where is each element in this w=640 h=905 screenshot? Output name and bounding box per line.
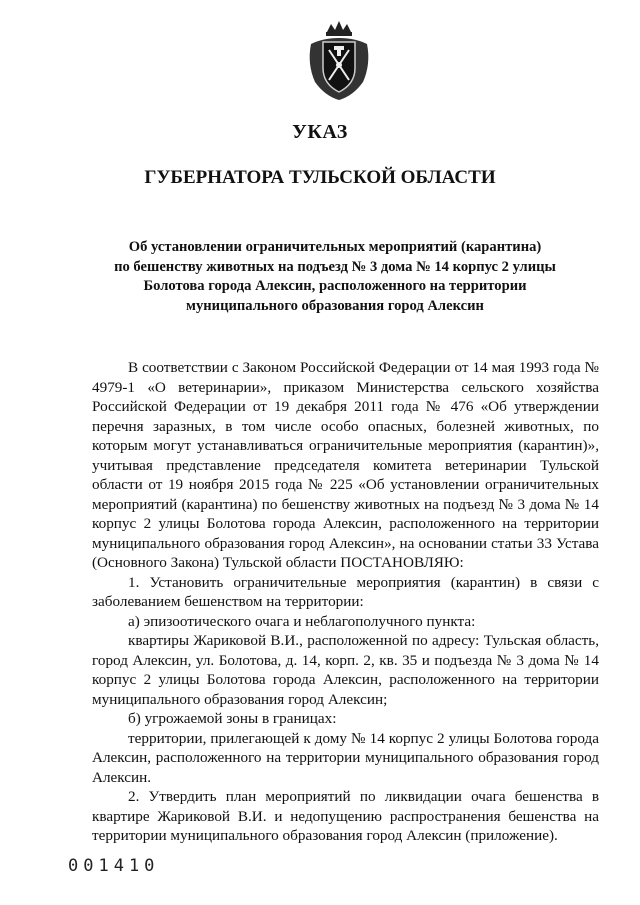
- preamble-paragraph: В соответствии с Законом Российской Федерации от 14 мая 1993 года № 4979-1 «О ветеринарии», приказом Министерства сельского хозяйства Российской Федерации от 19 декабря 2011 года № 476 «Об утверждении перечня заразных, в том числе особо опасных, болезней животных, по которым могут устанавливаться ограничительные мероприятия (карантин)», учитывая представление председателя комитета ветеринарии Тульской области от 19 ноября 2015 года № 225 «Об установлении ограничительных мероприятий (карантина) по бешенству животных на подъезд № 3 дома № 14 корпус 2 улицы Болотова города Алексин, расположенного на территории муниципального образования город Алексин», на основании статьи 33 Устава (Основного Закона) Тульской области ПОСТАНОВЛЯЮ:: [92, 359, 599, 571]
- item-1-paragraph: 1. Установить ограничительные мероприятия (карантин) в связи с заболеванием бешенством на территории:: [92, 573, 599, 610]
- decree-body: [92, 358, 599, 846]
- item-1b-label: б) угрожаемой зоны в границах:: [128, 710, 337, 727]
- document-serial-number: 001410: [68, 856, 160, 876]
- item-1a-text: квартиры Жариковой В.И., расположенной по адресу: Тульская область, город Алексин, ул. Болотова, д. 14, корп. 2, кв. 35 и подъезда № 3 дома № 14 корпус 2 улицы Болотова города Алексин, расположенного на территории муниципального образования город Алексин;: [92, 632, 599, 708]
- item-1b-text: территории, прилегающей к дому № 14 корпус 2 улицы Болотова города Алексин, расположенного на территории муниципального образования город Алексин.: [92, 729, 599, 786]
- decree-heading: [92, 238, 578, 316]
- decree-title: УКАЗ: [292, 121, 348, 143]
- coat-of-arms-icon: [303, 18, 375, 102]
- item-2-paragraph: 2. Утвердить план мероприятий по ликвидации очага бешенства в квартире Жариковой В.И. и недопущению распространения бешенства на территории муниципального образования город Алексин (приложение).: [92, 788, 599, 844]
- heading-line-2: по бешенству животных на подъезд № 3 дома № 14 корпус 2 улицы: [114, 258, 556, 275]
- heading-line-4: муниципального образования город Алексин: [186, 297, 484, 314]
- issuer-title: ГУБЕРНАТОРА ТУЛЬСКОЙ ОБЛАСТИ: [144, 167, 496, 188]
- heading-line-3: Болотова города Алексин, расположенного на территории: [143, 278, 527, 294]
- heading-line-1: Об установлении ограничительных мероприятий (карантина): [128, 239, 542, 255]
- item-1a-label: а) эпизоотического очага и неблагополучного пункта:: [128, 612, 476, 630]
